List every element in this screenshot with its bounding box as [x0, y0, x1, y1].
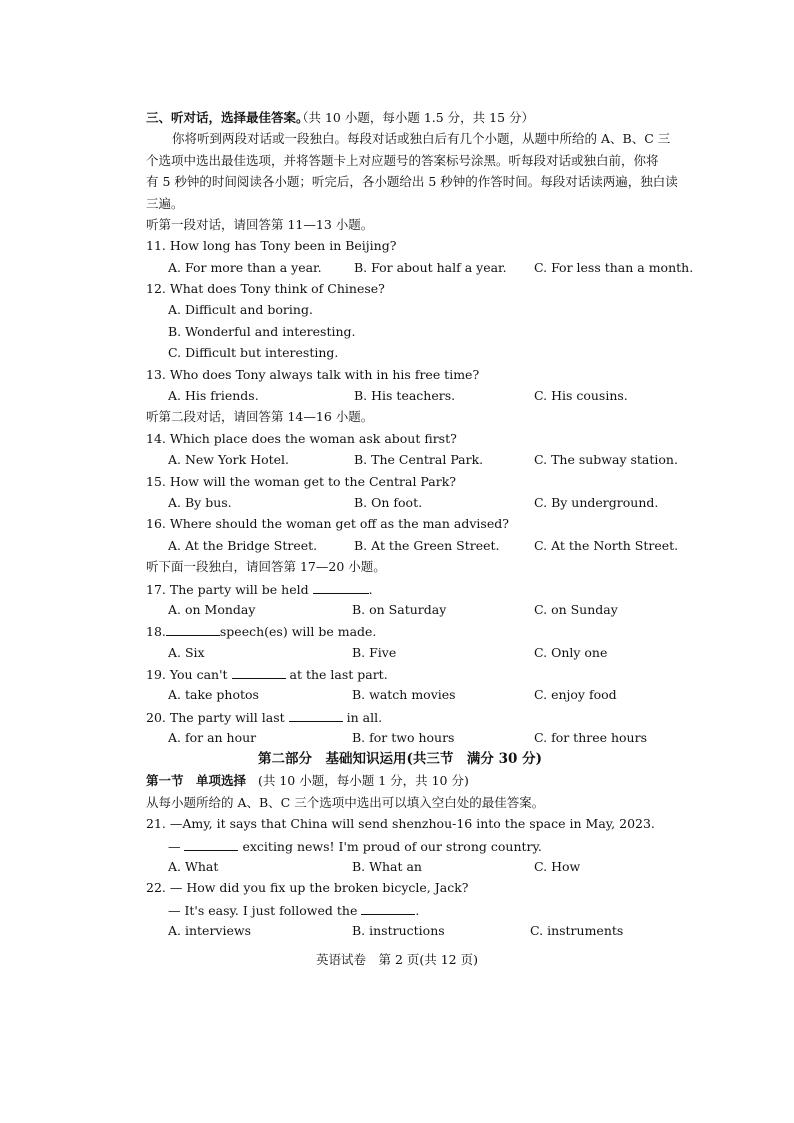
question-stem	[146, 707, 382, 728]
dialogue2-intro	[0, 407, 794, 427]
part2-title-text: 第二部分 基础知识运用(共三节 满分 30 分)	[258, 751, 542, 767]
option-b[interactable]: B. instructions	[352, 923, 445, 938]
instruction-line-1	[0, 129, 794, 149]
option-a[interactable]: A. on Monday	[168, 602, 256, 617]
stem-text: exciting news! I'm proud of our strong country.	[242, 839, 542, 854]
question-21-options	[0, 857, 794, 877]
question-stem	[146, 579, 373, 600]
question-22-line-1	[0, 878, 794, 898]
option-a[interactable]: A. What	[168, 859, 219, 874]
question-stem: 15. How will the woman get to the Central Park?	[146, 474, 456, 489]
instruction-text: 有 5 秒钟的时间阅读各小题；听完后，各小题给出 5 秒钟的作答时间。每段对话读两遍，独白读	[146, 174, 678, 189]
question-19-options	[0, 685, 794, 705]
option-c[interactable]: C. The subway station.	[534, 452, 678, 467]
stem-text: 20. The party will last	[146, 710, 285, 725]
question-stem: 22. — How did you fix up the broken bicycle, Jack?	[146, 880, 469, 895]
question-14-stem	[0, 429, 794, 449]
answer-blank[interactable]	[166, 621, 220, 636]
question-11-options	[0, 258, 794, 278]
part2-section1-instruction	[0, 793, 794, 813]
question-stem: 21. —Amy, it says that China will send shenzhou-16 into the space in May, 2023.	[146, 816, 655, 831]
option-c[interactable]: C. At the North Street.	[534, 538, 679, 553]
option-a[interactable]: A. His friends.	[168, 388, 259, 403]
question-stem	[168, 900, 419, 921]
option-c[interactable]: C. Difficult but interesting.	[168, 345, 339, 360]
question-16-options	[0, 536, 794, 556]
option-c[interactable]: C. Only one	[534, 645, 608, 660]
question-18-options	[0, 643, 794, 663]
question-stem: 13. Who does Tony always talk with in his free time?	[146, 367, 480, 382]
stem-text: — It's easy. I just followed the	[168, 903, 358, 918]
question-13-stem	[0, 365, 794, 385]
question-21-line-1	[0, 814, 794, 834]
page-footer	[0, 950, 794, 970]
section1-instruction-text: 从每小题所给的 A、B、C 三个选项中选出可以填入空白处的最佳答案。	[146, 795, 545, 810]
question-stem	[146, 664, 388, 685]
option-c[interactable]: C. For less than a month.	[534, 260, 694, 275]
question-20-stem	[0, 707, 794, 727]
stem-text: 18.	[146, 624, 166, 639]
option-b[interactable]: B. For about half a year.	[354, 260, 507, 275]
question-16-stem	[0, 514, 794, 534]
question-stem: 12. What does Tony think of Chinese?	[146, 281, 385, 296]
option-b[interactable]: B. watch movies	[352, 687, 456, 702]
question-stem	[168, 836, 542, 857]
monologue-intro-text: 听下面一段独白，请回答第 17—20 小题。	[146, 559, 386, 574]
section1-title: 第一节 单项选择	[146, 773, 247, 788]
option-c[interactable]: C. instruments	[530, 923, 624, 938]
option-c[interactable]: C. By underground.	[534, 495, 659, 510]
option-c[interactable]: C. enjoy food	[534, 687, 617, 702]
instruction-line-4	[0, 194, 794, 214]
question-12-option-c	[0, 343, 794, 363]
question-15-stem	[0, 472, 794, 492]
question-12-option-b	[0, 322, 794, 342]
option-c[interactable]: C. for three hours	[534, 730, 648, 745]
option-b[interactable]: B. for two hours	[352, 730, 455, 745]
option-a[interactable]: A. take photos	[168, 687, 259, 702]
option-b[interactable]: B. On foot.	[354, 495, 423, 510]
instruction-line-3	[0, 172, 794, 192]
monologue-intro	[0, 557, 794, 577]
section1-score-note: (共 10 小题，每小题 1 分，共 10 分)	[258, 773, 469, 788]
question-19-stem	[0, 664, 794, 684]
option-a[interactable]: A. At the Bridge Street.	[168, 538, 318, 553]
option-c[interactable]: C. His cousins.	[534, 388, 628, 403]
section3-score-note: （共 10 小题，每小题 1.5 分，共 15 分）	[296, 110, 535, 125]
stem-text: speech(es) will be made.	[219, 624, 377, 639]
answer-blank[interactable]	[289, 707, 343, 722]
question-11-stem	[0, 236, 794, 256]
question-13-options	[0, 386, 794, 406]
question-18-stem	[0, 621, 794, 641]
question-stem: 16. Where should the woman get off as the man advised?	[146, 516, 509, 531]
stem-text: in all.	[346, 710, 383, 725]
instruction-text: 个选项中选出最佳选项，并将答题卡上对应题号的答案标号涂黑。听每段对话或独白前，你将	[146, 153, 659, 168]
stem-text: .	[368, 582, 373, 597]
stem-text: 19. You can't	[146, 667, 228, 682]
option-c[interactable]: C. on Sunday	[534, 602, 618, 617]
option-b[interactable]: B. What an	[352, 859, 422, 874]
dialogue1-intro	[0, 215, 794, 235]
question-stem	[146, 621, 376, 642]
option-a[interactable]: A. interviews	[168, 923, 251, 938]
stem-text: .	[415, 903, 420, 918]
instruction-text: 三遍。	[146, 196, 184, 211]
answer-blank[interactable]	[313, 579, 369, 594]
question-15-options	[0, 493, 794, 513]
option-b[interactable]: B. Five	[352, 645, 397, 660]
question-14-options	[0, 450, 794, 470]
question-22-options	[0, 921, 794, 941]
option-b[interactable]: B. The Central Park.	[354, 452, 484, 467]
question-12-stem	[0, 279, 794, 299]
option-a[interactable]: A. New York Hotel.	[168, 452, 290, 467]
option-b[interactable]: B. His teachers.	[354, 388, 456, 403]
option-a[interactable]: A. Six	[168, 645, 205, 660]
instruction-line-2	[0, 151, 794, 171]
answer-blank[interactable]	[361, 900, 415, 915]
part2-section1-heading	[0, 771, 794, 791]
question-17-stem	[0, 579, 794, 599]
option-b[interactable]: B. on Saturday	[352, 602, 447, 617]
question-20-options	[0, 728, 794, 748]
answer-blank[interactable]	[184, 836, 238, 851]
section3-heading	[0, 108, 794, 128]
option-a[interactable]: A. for an hour	[168, 730, 257, 745]
stem-text: at the last part.	[289, 667, 388, 682]
option-c[interactable]: C. How	[534, 859, 581, 874]
page-number: 英语试卷 第 2 页(共 12 页)	[315, 952, 478, 967]
question-17-options	[0, 600, 794, 620]
stem-text: —	[168, 839, 181, 854]
instruction-text: 你将听到两段对话或一段独白。每段对话或独白后有几个小题，从题中所给的 A、B、C 三	[172, 131, 671, 146]
option-b[interactable]: B. At the Green Street.	[354, 538, 500, 553]
option-a[interactable]: A. By bus.	[168, 495, 232, 510]
question-stem: 11. How long has Tony been in Beijing?	[146, 238, 397, 253]
question-22-line-2	[0, 900, 794, 920]
question-21-line-2	[0, 836, 794, 856]
option-b[interactable]: B. Wonderful and interesting.	[168, 324, 356, 339]
option-a[interactable]: A. Difficult and boring.	[168, 302, 313, 317]
part2-title	[0, 749, 794, 769]
dialogue2-intro-text: 听第二段对话，请回答第 14—16 小题。	[146, 409, 374, 424]
option-a[interactable]: A. For more than a year.	[168, 260, 322, 275]
stem-text: 17. The party will be held	[146, 582, 309, 597]
question-12-option-a	[0, 300, 794, 320]
section3-title: 三、听对话，选择最佳答案。	[146, 110, 309, 125]
dialogue1-intro-text: 听第一段对话，请回答第 11—13 小题。	[146, 217, 374, 232]
question-stem: 14. Which place does the woman ask about first?	[146, 431, 457, 446]
answer-blank[interactable]	[232, 664, 286, 679]
